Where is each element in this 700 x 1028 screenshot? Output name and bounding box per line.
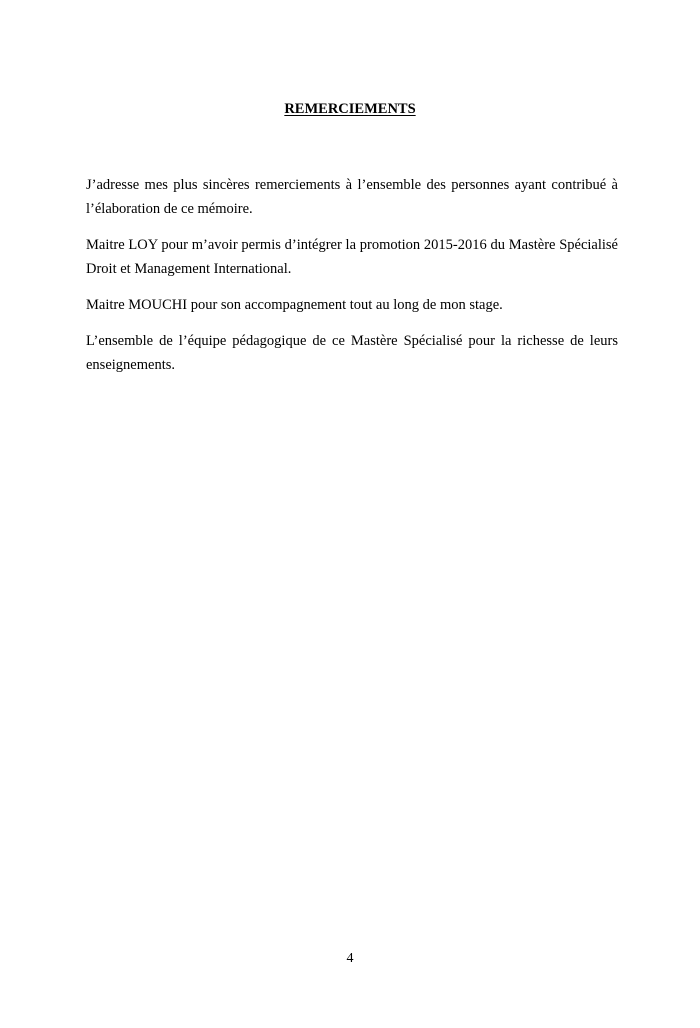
paragraph-loy: Maitre LOY pour m’avoir permis d’intégrer la promotion 2015-2016 du Mastère Spécialisé Droit et Management International. [86, 237, 618, 277]
page-title: REMERCIEMENTS [284, 101, 416, 117]
page-number: 4 [346, 951, 354, 966]
paragraph-mouchi: Maitre MOUCHI pour son accompagnement tout au long de mon stage. [86, 297, 503, 313]
acknowledgements-body [86, 173, 618, 389]
paragraph-intro: J’adresse mes plus sincères remerciements à l’ensemble des personnes ayant contribué à l’élaboration de ce mémoire. [86, 177, 618, 217]
paragraph-team: L’ensemble de l’équipe pédagogique de ce Mastère Spécialisé pour la richesse de leurs enseignements. [86, 333, 618, 373]
